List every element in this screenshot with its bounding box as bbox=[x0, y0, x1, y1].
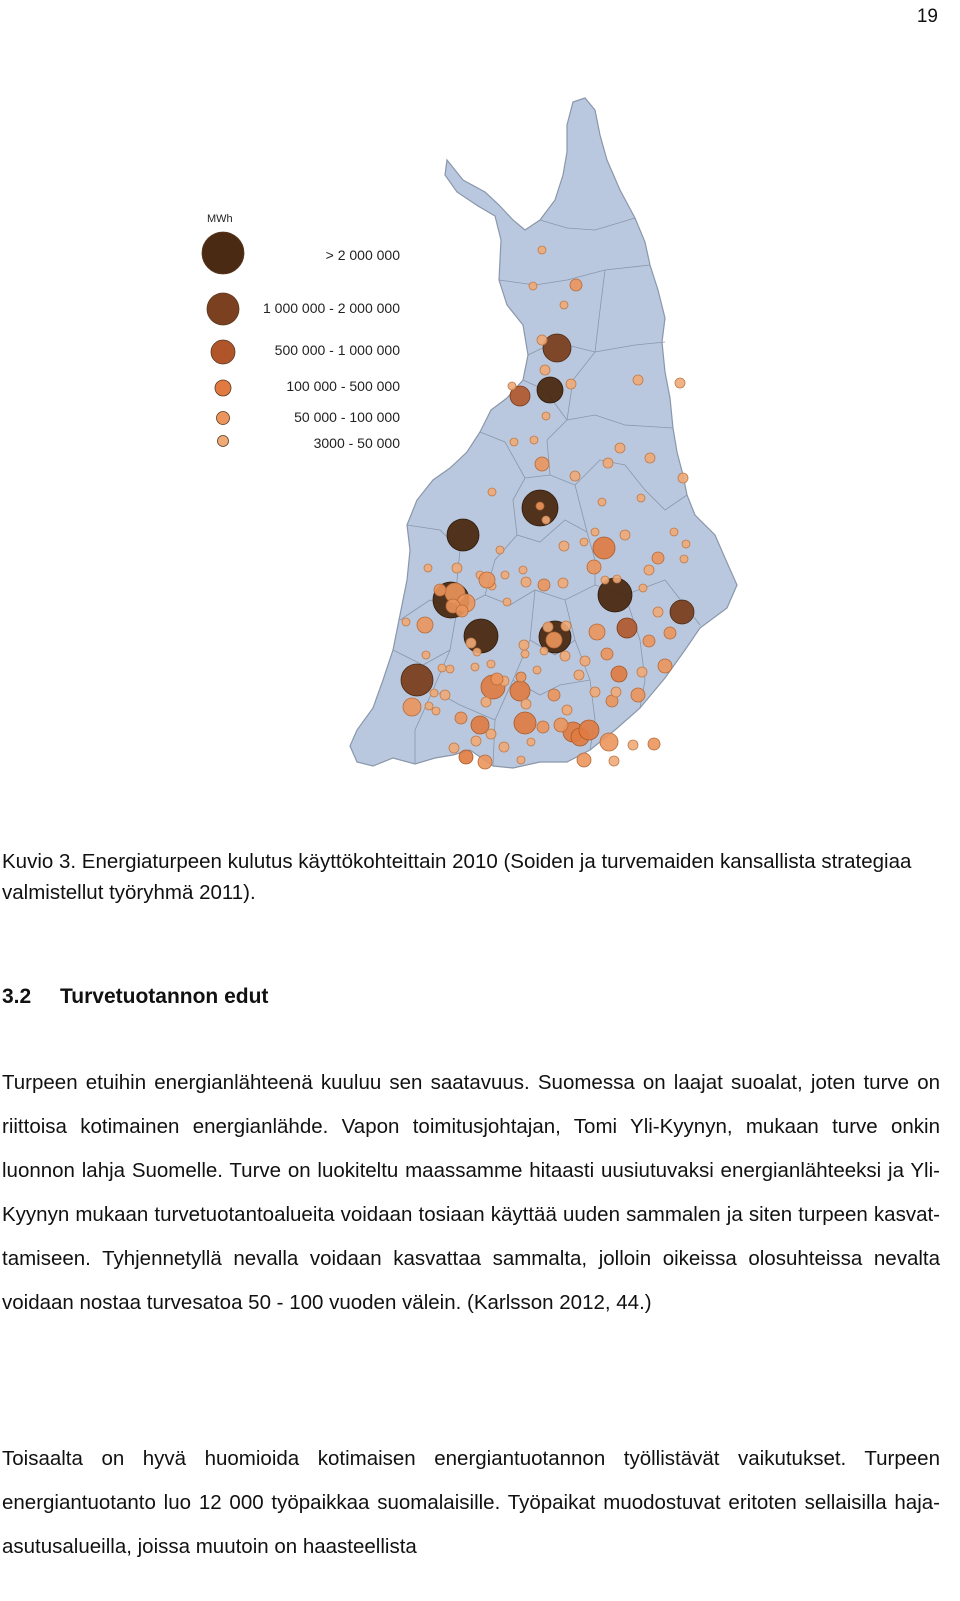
consumption-marker-103 bbox=[648, 738, 660, 750]
consumption-marker-42 bbox=[466, 638, 476, 648]
consumption-marker-90 bbox=[434, 584, 446, 596]
consumption-marker-72 bbox=[620, 530, 630, 540]
consumption-marker-73 bbox=[587, 560, 601, 574]
consumption-marker-55 bbox=[590, 687, 600, 697]
consumption-marker-0 bbox=[543, 334, 571, 362]
consumption-marker-111 bbox=[430, 689, 438, 697]
paragraph-2: Toisaalta on hyvä huomioida kotimaisen energiantuotannon työllistävät vaikutukset. Turpeen energiantuotanto luo 12 000 työpaikkaa suomalaisille. Työpaikat muodostuvat eritoten sellaisilla haja-asutusalueilla, joissa muutoin on haasteellista bbox=[2, 1447, 940, 1558]
consumption-marker-78 bbox=[558, 578, 568, 588]
consumption-marker-77 bbox=[613, 575, 621, 583]
consumption-marker-75 bbox=[591, 528, 599, 536]
consumption-marker-80 bbox=[533, 666, 541, 674]
consumption-marker-24 bbox=[536, 502, 544, 510]
consumption-marker-16 bbox=[510, 681, 530, 701]
map-legend bbox=[202, 213, 400, 451]
consumption-marker-76 bbox=[601, 576, 609, 584]
consumption-marker-61 bbox=[631, 688, 645, 702]
consumption-marker-27 bbox=[538, 579, 550, 591]
figure-caption: Kuvio 3. Energiaturpeen kulutus käyttökohteittain 2010 (Soiden ja turvemaiden kansallista strategiaa valmistellut työryhmä 2011). bbox=[2, 850, 912, 904]
consumption-marker-108 bbox=[471, 736, 481, 746]
consumption-marker-102 bbox=[628, 740, 638, 750]
consumption-marker-7 bbox=[401, 664, 433, 696]
consumption-marker-26 bbox=[559, 541, 569, 551]
consumption-marker-37 bbox=[424, 564, 432, 572]
consumption-marker-33 bbox=[503, 598, 511, 606]
legend-label-4: 50 000 - 100 000 bbox=[294, 409, 400, 425]
consumption-marker-109 bbox=[491, 673, 503, 685]
consumption-marker-12 bbox=[593, 537, 615, 559]
consumption-marker-46 bbox=[516, 672, 526, 682]
consumption-marker-82 bbox=[459, 750, 473, 764]
consumption-marker-117 bbox=[560, 301, 568, 309]
legend-label-1: 1 000 000 - 2 000 000 bbox=[262, 300, 400, 316]
legend-symbol-3 bbox=[215, 380, 231, 396]
section-number: 3.2 bbox=[2, 985, 32, 1008]
consumption-marker-52 bbox=[560, 651, 570, 661]
consumption-marker-22 bbox=[566, 379, 576, 389]
consumption-marker-43 bbox=[473, 648, 481, 656]
paragraph-1: Turpeen etuihin energianlähteenä kuuluu sen saatavuus. Suomessa on laajat suoalat, joten turve on riittoisa kotimainen energianlähde. Vapon toimitusjohtajan, Tomi Yli-Kyynyn, mukaan turve onkin luonnon lahja Suomelle. Turve on luokiteltu maassamme hitaasti uusiutuvaksi energianlähteeksi ja Yli-Kyynyn mukaan turvetuotantoalueita voidaan tosiaan käyttää uuden sammalen ja siten turpeen kasvattamiseen. Tyhjennetyllä nevalla voidaan kasvattaa sammalta, jolloin oikeissa olosuhteissa nevalta voidaan nostaa turvesatoa 50 - 100 vuoden välein. (Karlsson 2012, 44.) bbox=[2, 1071, 940, 1314]
consumption-marker-83 bbox=[449, 743, 459, 753]
consumption-marker-84 bbox=[471, 716, 489, 734]
consumption-marker-58 bbox=[589, 624, 605, 640]
consumption-marker-36 bbox=[432, 707, 440, 715]
consumption-marker-53 bbox=[580, 656, 590, 666]
consumption-marker-47 bbox=[521, 650, 529, 658]
consumption-marker-128 bbox=[488, 488, 496, 496]
consumption-marker-29 bbox=[519, 566, 527, 574]
consumption-marker-86 bbox=[440, 690, 450, 700]
consumption-marker-28 bbox=[521, 577, 531, 587]
consumption-marker-87 bbox=[481, 697, 491, 707]
consumption-marker-35 bbox=[425, 702, 433, 710]
consumption-marker-92 bbox=[479, 572, 495, 588]
consumption-marker-63 bbox=[658, 659, 672, 673]
consumption-marker-66 bbox=[653, 607, 663, 617]
consumption-marker-49 bbox=[546, 632, 562, 648]
legend-symbol-1 bbox=[207, 293, 239, 325]
legend-symbol-2 bbox=[211, 340, 235, 364]
consumption-marker-60 bbox=[611, 687, 621, 697]
consumption-marker-11 bbox=[617, 618, 637, 638]
consumption-marker-21 bbox=[529, 282, 537, 290]
consumption-marker-1 bbox=[537, 377, 563, 403]
consumption-marker-112 bbox=[403, 698, 421, 716]
legend-symbol-4 bbox=[217, 412, 230, 425]
consumption-marker-91 bbox=[452, 563, 462, 573]
consumption-marker-93 bbox=[471, 663, 479, 671]
consumption-marker-98 bbox=[579, 720, 599, 740]
legend-symbol-5 bbox=[218, 436, 229, 447]
consumption-marker-123 bbox=[603, 458, 613, 468]
consumption-marker-65 bbox=[643, 635, 655, 647]
consumption-marker-118 bbox=[675, 378, 685, 388]
consumption-marker-62 bbox=[637, 667, 647, 677]
consumption-marker-19 bbox=[538, 246, 546, 254]
consumption-marker-51 bbox=[561, 621, 571, 631]
consumption-marker-68 bbox=[644, 565, 654, 575]
consumption-marker-115 bbox=[537, 335, 547, 345]
consumption-marker-129 bbox=[496, 546, 504, 554]
consumption-marker-96 bbox=[554, 718, 568, 732]
consumption-marker-94 bbox=[521, 699, 531, 709]
consumption-marker-119 bbox=[633, 375, 643, 385]
consumption-marker-14 bbox=[514, 712, 536, 734]
consumption-marker-18 bbox=[535, 457, 549, 471]
consumption-marker-85 bbox=[455, 712, 467, 724]
consumption-marker-106 bbox=[499, 742, 509, 752]
legend-unit: MWh bbox=[207, 213, 233, 225]
consumption-marker-57 bbox=[601, 648, 613, 660]
consumption-marker-71 bbox=[639, 584, 647, 592]
consumption-marker-122 bbox=[678, 473, 688, 483]
consumption-marker-50 bbox=[543, 622, 553, 632]
consumption-marker-70 bbox=[682, 540, 690, 548]
section-heading bbox=[2, 985, 268, 1009]
peat-consumption-map bbox=[195, 80, 755, 825]
consumption-marker-88 bbox=[446, 665, 454, 673]
consumption-marker-79 bbox=[540, 647, 548, 655]
consumption-marker-114 bbox=[402, 618, 410, 626]
consumption-marker-125 bbox=[598, 498, 606, 506]
legend-label-3: 100 000 - 500 000 bbox=[286, 378, 400, 394]
consumption-marker-97 bbox=[562, 705, 572, 715]
consumption-marker-104 bbox=[537, 721, 549, 733]
consumption-marker-48 bbox=[519, 640, 529, 650]
consumption-marker-101 bbox=[609, 756, 619, 766]
consumption-marker-105 bbox=[527, 738, 535, 746]
consumption-marker-25 bbox=[542, 516, 550, 524]
consumption-marker-127 bbox=[670, 528, 678, 536]
consumption-marker-31 bbox=[501, 571, 509, 579]
consumption-marker-113 bbox=[438, 664, 446, 672]
consumption-marker-69 bbox=[680, 555, 688, 563]
consumption-marker-9 bbox=[670, 600, 694, 624]
consumption-marker-95 bbox=[548, 689, 560, 701]
consumption-marker-100 bbox=[600, 733, 618, 751]
consumption-marker-121 bbox=[645, 453, 655, 463]
consumption-marker-41 bbox=[456, 605, 468, 617]
legend-symbol-0 bbox=[202, 232, 244, 274]
consumption-marker-59 bbox=[611, 666, 627, 682]
consumption-marker-130 bbox=[510, 438, 518, 446]
consumption-marker-116 bbox=[540, 365, 550, 375]
consumption-marker-81 bbox=[478, 755, 492, 769]
consumption-marker-64 bbox=[664, 627, 676, 639]
consumption-marker-107 bbox=[517, 756, 525, 764]
consumption-marker-34 bbox=[422, 651, 430, 659]
consumption-marker-89 bbox=[417, 617, 433, 633]
consumption-marker-124 bbox=[570, 471, 580, 481]
consumption-marker-126 bbox=[637, 494, 645, 502]
legend-label-0: > 2 000 000 bbox=[325, 247, 400, 263]
consumption-marker-131 bbox=[530, 436, 538, 444]
consumption-marker-44 bbox=[487, 660, 495, 668]
consumption-marker-54 bbox=[574, 670, 584, 680]
consumption-marker-99 bbox=[577, 753, 591, 767]
legend-label-2: 500 000 - 1 000 000 bbox=[274, 342, 400, 358]
legend-label-5: 3000 - 50 000 bbox=[313, 435, 400, 451]
consumption-marker-4 bbox=[447, 519, 479, 551]
consumption-marker-74 bbox=[580, 538, 588, 546]
consumption-marker-132 bbox=[542, 412, 550, 420]
section-title: Turvetuotannon edut bbox=[60, 985, 269, 1008]
consumption-marker-67 bbox=[652, 552, 664, 564]
page-number: 19 bbox=[916, 6, 938, 27]
consumption-marker-110 bbox=[486, 729, 496, 739]
consumption-marker-23 bbox=[508, 382, 516, 390]
consumption-marker-120 bbox=[615, 443, 625, 453]
consumption-marker-20 bbox=[570, 279, 582, 291]
